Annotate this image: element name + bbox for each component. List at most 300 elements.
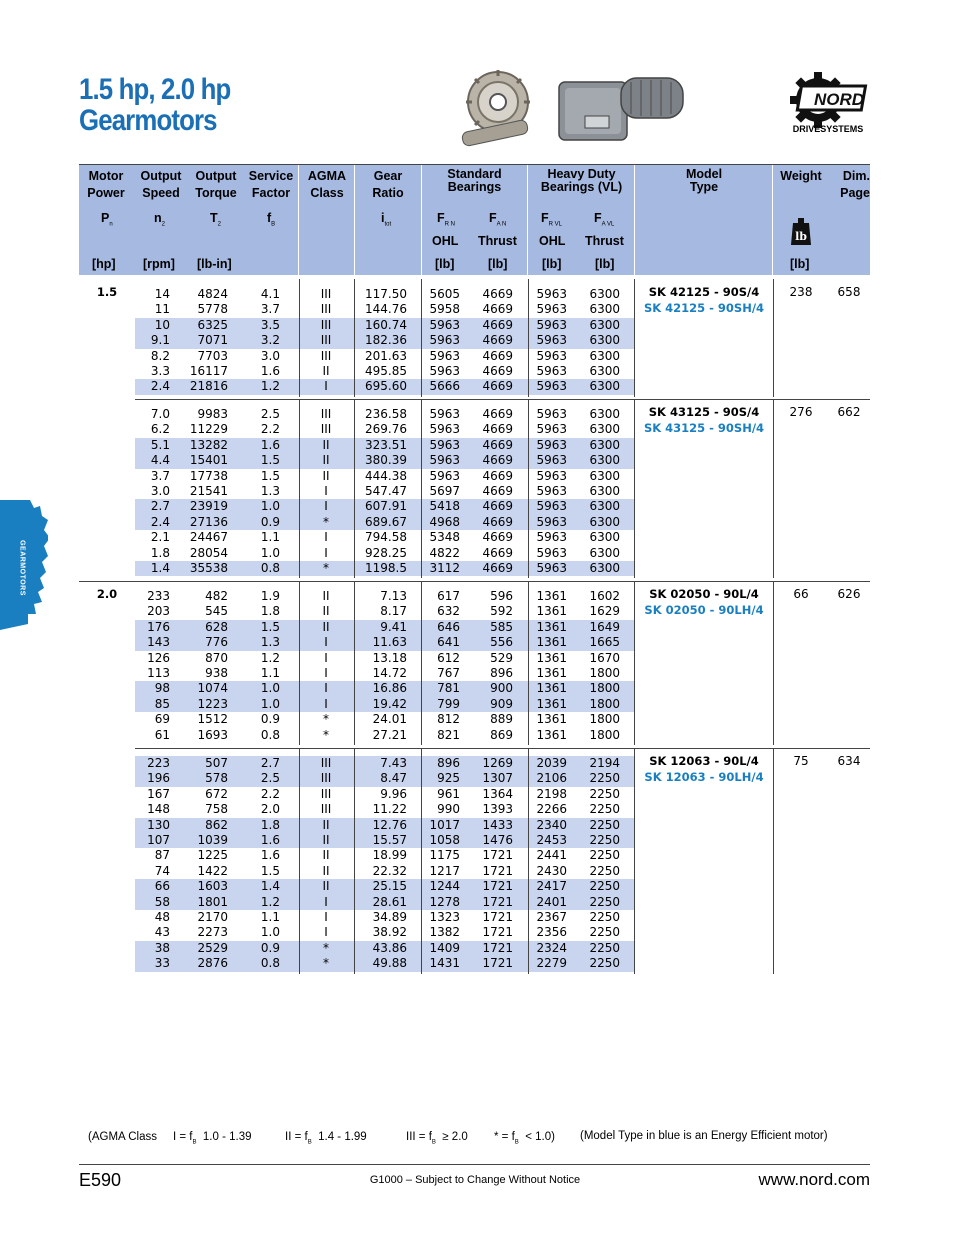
cell-agma-class: I: [324, 925, 328, 940]
weight-value: 66: [793, 587, 809, 601]
cell-thrust-vl: 6300: [589, 333, 620, 348]
cell-speed: 3.3: [150, 364, 170, 378]
cell-torque: 24467: [189, 530, 228, 545]
cell-speed: 11: [154, 302, 170, 317]
cell-service-factor: 2.5: [260, 407, 280, 421]
cell-gear-ratio: 7.43: [380, 756, 407, 770]
cell-service-factor: 0.9: [260, 940, 280, 955]
unit-lbin: [lb-in]: [197, 257, 232, 271]
cell-agma-class: II: [322, 589, 330, 603]
cell-thrust-vl: 6300: [589, 422, 620, 437]
cell-agma-class: I: [324, 499, 328, 514]
cell-ohl: 4822: [429, 545, 460, 560]
cell-thrust-vl: 6300: [589, 348, 620, 363]
cell-agma-class: I: [324, 530, 328, 545]
cell-torque: 776: [205, 635, 228, 650]
table-row: [0, 561, 954, 576]
cell-thrust: 1721: [482, 879, 513, 894]
cell-ohl-vl: 1361: [536, 712, 567, 727]
cell-agma-class: III: [320, 771, 332, 786]
cell-torque: 1225: [197, 848, 228, 863]
cell-ohl: 925: [437, 771, 460, 786]
cell-ohl-vl: 1361: [536, 696, 567, 711]
cell-service-factor: 1.1: [260, 666, 280, 680]
cell-ohl: 5963: [429, 437, 460, 452]
cell-gear-ratio: 27.21: [372, 727, 407, 742]
cell-torque: 2529: [197, 940, 228, 955]
cell-service-factor: 1.6: [260, 833, 280, 847]
gear-wheel-image: [452, 68, 540, 148]
cell-torque: 1512: [197, 712, 228, 727]
table-row: [0, 925, 954, 940]
cell-gear-ratio: 24.01: [372, 712, 407, 727]
cell-torque: 1693: [197, 727, 228, 742]
cell-gear-ratio: 18.99: [372, 848, 407, 863]
cell-agma-class: I: [324, 635, 328, 650]
cell-thrust: 889: [490, 712, 513, 727]
cell-speed: 38: [154, 940, 170, 955]
table-row: [0, 484, 954, 499]
cell-service-factor: 1.9: [260, 589, 280, 603]
cell-ohl-vl: 2198: [536, 786, 567, 801]
cell-torque: 1603: [197, 879, 228, 894]
cell-gear-ratio: 38.92: [372, 925, 407, 940]
cell-ohl: 5348: [429, 530, 460, 545]
cell-service-factor: 1.2: [260, 650, 280, 665]
cell-thrust: 1269: [482, 756, 513, 770]
cell-gear-ratio: 444.38: [365, 468, 407, 483]
cell-thrust: 4669: [482, 468, 513, 483]
cell-thrust-vl: 6300: [589, 437, 620, 452]
cell-torque: 758: [205, 802, 228, 817]
cell-speed: 167: [147, 786, 170, 801]
cell-thrust: 4669: [482, 333, 513, 348]
cell-gear-ratio: 695.60: [365, 379, 407, 394]
dim-page-value: 662: [837, 405, 861, 419]
cell-speed: 43: [154, 925, 170, 940]
cell-agma-class: *: [323, 561, 329, 575]
hdr-ohl: OHL: [432, 234, 459, 248]
cell-gear-ratio: 794.58: [365, 530, 407, 545]
cell-thrust-vl: 2250: [589, 817, 620, 832]
cell-gear-ratio: 269.76: [365, 422, 407, 437]
cell-service-factor: 3.2: [260, 333, 280, 348]
cell-speed: 85: [154, 696, 170, 711]
sym-frn: $F_{R N}$: [437, 211, 455, 228]
sym-t2: $T_2$: [210, 211, 221, 228]
cell-thrust: 1433: [482, 817, 513, 832]
cell-speed: 1.4: [150, 561, 170, 575]
table-row: [0, 864, 954, 879]
group-separator: [135, 399, 870, 400]
table-row: [0, 438, 954, 453]
cell-thrust-vl: 2250: [589, 863, 620, 878]
cell-gear-ratio: 25.15: [372, 879, 407, 894]
model-standard: SK 43125 - 90S/4: [648, 405, 760, 419]
cell-thrust-vl: 6300: [589, 317, 620, 332]
cell-speed: 3.0: [150, 484, 170, 498]
hdr-service-factor: Service Factor: [248, 169, 294, 200]
cell-agma-class: I: [324, 666, 328, 680]
cell-ohl: 961: [437, 786, 460, 801]
cell-speed: 74: [154, 863, 170, 878]
cell-speed: 61: [154, 727, 170, 742]
cell-speed: 58: [154, 894, 170, 909]
cell-agma-class: *: [323, 727, 329, 742]
cell-service-factor: 0.9: [260, 514, 280, 529]
cell-thrust: 4669: [482, 437, 513, 452]
cell-service-factor: 1.5: [260, 468, 280, 483]
hdr-gear-ratio: Gear Ratio: [372, 169, 404, 200]
cell-thrust: 1307: [482, 771, 513, 786]
hdr-agma-class: AGMA Class: [307, 169, 347, 200]
cell-thrust: 1721: [482, 894, 513, 909]
cell-thrust: 1721: [482, 940, 513, 955]
cell-service-factor: 4.1: [260, 287, 280, 301]
cell-thrust: 585: [490, 619, 513, 634]
footnote-class3: III = $f_B \ge 2.0$: [406, 1131, 468, 1146]
cell-thrust: 869: [490, 727, 513, 742]
cell-gear-ratio: 236.58: [365, 407, 407, 421]
cell-ohl: 5605: [429, 287, 460, 301]
hdr-weight: Weight: [780, 169, 822, 183]
cell-torque: 13282: [189, 437, 228, 452]
cell-speed: 203: [147, 604, 170, 619]
cell-thrust-vl: 1800: [589, 681, 620, 696]
cell-gear-ratio: 928.25: [365, 545, 407, 560]
cell-speed: 87: [154, 848, 170, 863]
cell-ohl: 1058: [429, 833, 460, 847]
cell-thrust: 4669: [482, 302, 513, 317]
cell-service-factor: 1.1: [260, 910, 280, 924]
model-standard: SK 12063 - 90L/4: [649, 754, 759, 768]
table-row: [0, 697, 954, 712]
model-energy-efficient: SK 02050 - 90LH/4: [644, 602, 764, 617]
table-row: [0, 302, 954, 317]
cell-service-factor: 3.0: [260, 348, 280, 363]
cell-speed: 48: [154, 910, 170, 924]
cell-ohl-vl: 5963: [536, 514, 567, 529]
weight-icon: [790, 218, 812, 246]
cell-agma-class: II: [322, 453, 330, 468]
cell-ohl-vl: 5963: [536, 302, 567, 317]
cell-ohl-vl: 5963: [536, 364, 567, 378]
model-energy-efficient: SK 42125 - 90SH/4: [643, 300, 765, 315]
cell-service-factor: 0.8: [260, 956, 280, 971]
cell-ohl-vl: 5963: [536, 437, 567, 452]
table-row: [0, 499, 954, 514]
cell-agma-class: III: [320, 802, 332, 817]
cell-agma-class: II: [322, 468, 330, 483]
cell-gear-ratio: 201.63: [365, 348, 407, 363]
cell-thrust-vl: 6300: [589, 499, 620, 514]
table-row: [0, 546, 954, 561]
cell-thrust: 556: [490, 635, 513, 650]
cell-agma-class: II: [322, 437, 330, 452]
cell-speed: 2.4: [150, 379, 170, 394]
cell-torque: 870: [205, 650, 228, 665]
cell-thrust-vl: 1800: [589, 696, 620, 711]
footnote-open: (AGMA Class: [88, 1131, 158, 1143]
cell-ohl-vl: 1361: [536, 635, 567, 650]
cell-torque: 15401: [189, 453, 228, 468]
cell-torque: 938: [205, 666, 228, 680]
cell-service-factor: 0.8: [260, 727, 280, 742]
cell-speed: 10: [154, 317, 170, 332]
cell-torque: 17738: [189, 468, 228, 483]
cell-thrust: 896: [490, 666, 513, 680]
cell-ohl: 1175: [429, 848, 460, 863]
cell-speed: 3.7: [150, 468, 170, 483]
cell-torque: 1422: [197, 863, 228, 878]
cell-thrust-vl: 6300: [589, 453, 620, 468]
table-row: [0, 956, 954, 971]
cell-torque: 507: [205, 756, 228, 770]
cell-torque: 16117: [189, 364, 228, 378]
cell-torque: 23919: [189, 499, 228, 514]
cell-torque: 1039: [197, 833, 228, 847]
cell-ohl: 1382: [429, 925, 460, 940]
cell-speed: 4.4: [150, 453, 170, 468]
cell-thrust: 4669: [482, 317, 513, 332]
table-row: [0, 818, 954, 833]
cell-torque: 7703: [197, 348, 228, 363]
table-row: [0, 364, 954, 379]
table-row: [0, 879, 954, 894]
cell-thrust-vl: 2250: [589, 802, 620, 817]
footnote-class2: II = $f_B$ 1.4 - 1.99: [285, 1131, 367, 1146]
page-title-line1: 1.5 hp, 2.0 hp: [79, 73, 231, 106]
cell-ohl-vl: 2367: [536, 910, 567, 924]
cell-torque: 1801: [197, 894, 228, 909]
cell-gear-ratio: 8.17: [380, 604, 407, 619]
cell-ohl: 5963: [429, 364, 460, 378]
unit-rpm: [rpm]: [143, 257, 175, 271]
cell-service-factor: 1.5: [260, 863, 280, 878]
cell-ohl-vl: 1361: [536, 589, 567, 603]
cell-agma-class: I: [324, 910, 328, 924]
cell-gear-ratio: 12.76: [372, 817, 407, 832]
brand-subtitle: DRIVESYSTEMS: [792, 124, 864, 134]
cell-ohl-vl: 5963: [536, 484, 567, 498]
cell-agma-class: II: [322, 604, 330, 619]
hdr-output-speed: Output Speed: [140, 169, 182, 200]
cell-ohl: 5963: [429, 333, 460, 348]
cell-torque: 6325: [197, 317, 228, 332]
table-row: [0, 453, 954, 468]
cell-agma-class: I: [324, 696, 328, 711]
cell-speed: 143: [147, 635, 170, 650]
cell-thrust: 4669: [482, 287, 513, 301]
cell-service-factor: 1.0: [260, 925, 280, 940]
logo-wordmark: NORD: [814, 90, 865, 109]
cell-ohl-vl: 2324: [536, 940, 567, 955]
website-link[interactable]: www.nord.com: [758, 1170, 870, 1189]
sym-frvl: $F_{R VL}$: [541, 211, 562, 228]
table-row: [0, 728, 954, 743]
cell-speed: 33: [154, 956, 170, 971]
cell-agma-class: I: [324, 650, 328, 665]
cell-speed: 69: [154, 712, 170, 727]
unit-lb-thrust: [lb]: [488, 257, 508, 271]
cell-torque: 35538: [189, 561, 228, 575]
cell-ohl-vl: 1361: [536, 681, 567, 696]
sym-itot: $i_{tot}$: [381, 211, 392, 228]
cell-gear-ratio: 14.72: [372, 666, 407, 680]
cell-speed: 2.1: [150, 530, 170, 545]
cell-service-factor: 1.8: [260, 604, 280, 619]
cell-ohl-vl: 1361: [536, 650, 567, 665]
cell-speed: 5.1: [150, 437, 170, 452]
cell-agma-class: I: [324, 545, 328, 560]
cell-service-factor: 1.6: [260, 437, 280, 452]
model-type: [640, 754, 768, 785]
cell-torque: 578: [205, 771, 228, 786]
cell-thrust-vl: 1670: [589, 650, 620, 665]
cell-thrust: 4669: [482, 499, 513, 514]
cell-service-factor: 2.7: [260, 756, 280, 770]
cell-ohl-vl: 2441: [536, 848, 567, 863]
cell-ohl: 5697: [429, 484, 460, 498]
cell-ohl-vl: 5963: [536, 379, 567, 394]
cell-ohl: 5963: [429, 453, 460, 468]
sym-favl: $F_{A VL}$: [594, 211, 615, 228]
table-row: [0, 379, 954, 394]
cell-thrust: 4669: [482, 484, 513, 498]
cell-thrust: 4669: [482, 348, 513, 363]
cell-thrust: 4669: [482, 514, 513, 529]
unit-lb-ohl-vl: [lb]: [542, 257, 562, 271]
cell-gear-ratio: 160.74: [365, 317, 407, 332]
unit-lb-ohl: [lb]: [435, 257, 455, 271]
cell-ohl-vl: 2039: [536, 756, 567, 770]
cell-gear-ratio: 9.41: [380, 619, 407, 634]
cell-gear-ratio: 1198.5: [365, 561, 407, 575]
cell-speed: 9.1: [150, 333, 170, 348]
cell-thrust-vl: 6300: [589, 545, 620, 560]
cell-ohl-vl: 5963: [536, 333, 567, 348]
cell-ohl-vl: 2430: [536, 863, 567, 878]
cell-agma-class: III: [320, 422, 332, 437]
cell-gear-ratio: 7.13: [380, 589, 407, 603]
cell-thrust-vl: 6300: [589, 407, 620, 421]
cell-agma-class: II: [322, 364, 330, 378]
dim-page-value: 626: [837, 587, 861, 601]
cell-torque: 545: [205, 604, 228, 619]
unit-lb-thrust-vl: [lb]: [595, 257, 615, 271]
notice-text: G1000 – Subject to Change Without Notice: [369, 1174, 581, 1186]
cell-thrust: 1721: [482, 863, 513, 878]
cell-gear-ratio: 380.39: [365, 453, 407, 468]
cell-torque: 862: [205, 817, 228, 832]
page-number: E590: [79, 1170, 122, 1190]
cell-agma-class: II: [322, 863, 330, 878]
cell-service-factor: 1.0: [260, 696, 280, 711]
cell-agma-class: III: [320, 786, 332, 801]
cell-ohl-vl: 5963: [536, 561, 567, 575]
cell-thrust: 909: [490, 696, 513, 711]
cell-thrust: 529: [490, 650, 513, 665]
cell-ohl-vl: 5963: [536, 545, 567, 560]
cell-speed: 196: [147, 771, 170, 786]
cell-service-factor: 1.5: [260, 453, 280, 468]
cell-speed: 66: [154, 879, 170, 894]
cell-service-factor: 3.7: [260, 302, 280, 317]
cell-ohl: 641: [437, 635, 460, 650]
cell-agma-class: *: [323, 956, 329, 971]
cell-ohl-vl: 5963: [536, 453, 567, 468]
cell-agma-class: III: [320, 333, 332, 348]
cell-service-factor: 1.0: [260, 681, 280, 696]
cell-thrust-vl: 2250: [589, 894, 620, 909]
table-row: [0, 530, 954, 545]
cell-gear-ratio: 43.86: [372, 940, 407, 955]
page-title: [79, 74, 230, 136]
cell-speed: 233: [147, 589, 170, 603]
cell-ohl: 896: [437, 756, 460, 770]
cell-thrust-vl: 6300: [589, 561, 620, 575]
cell-speed: 113: [147, 666, 170, 680]
cell-ohl: 1409: [429, 940, 460, 955]
table-row: [0, 333, 954, 348]
hdr-heavy-duty-bearings: Heavy Duty Bearings (VL): [540, 167, 623, 194]
table-row: [0, 469, 954, 484]
cell-torque: 21816: [189, 379, 228, 394]
dim-page-value: 658: [837, 285, 861, 299]
hdr-output-torque: Output Torque: [195, 169, 237, 200]
cell-thrust-vl: 6300: [589, 302, 620, 317]
cell-ohl: 5963: [429, 422, 460, 437]
cell-ohl: 1244: [429, 879, 460, 894]
cell-gear-ratio: 689.67: [365, 514, 407, 529]
table-row: [0, 349, 954, 364]
cell-service-factor: 1.6: [260, 364, 280, 378]
cell-thrust: 4669: [482, 453, 513, 468]
cell-speed: 107: [147, 833, 170, 847]
table-row: [0, 833, 954, 848]
model-type: [640, 285, 768, 316]
cell-ohl: 799: [437, 696, 460, 711]
cell-thrust: 4669: [482, 422, 513, 437]
cell-agma-class: I: [324, 484, 328, 498]
cell-service-factor: 1.2: [260, 379, 280, 394]
cell-ohl-vl: 2417: [536, 879, 567, 894]
group-separator: [135, 748, 870, 749]
table-row: [0, 712, 954, 727]
cell-ohl-vl: 2453: [536, 833, 567, 847]
cell-ohl: 617: [437, 589, 460, 603]
cell-torque: 28054: [189, 545, 228, 560]
cell-ohl: 767: [437, 666, 460, 680]
cell-thrust-vl: 1649: [589, 619, 620, 634]
cell-ohl: 612: [437, 650, 460, 665]
cell-thrust: 1721: [482, 956, 513, 971]
cell-agma-class: *: [323, 940, 329, 955]
cell-speed: 14: [154, 287, 170, 301]
cell-gear-ratio: 22.32: [372, 863, 407, 878]
cell-gear-ratio: 34.89: [372, 910, 407, 924]
cell-ohl: 1278: [429, 894, 460, 909]
svg-text:lb: lb: [795, 230, 807, 243]
hdr-motor-power: Motor Power: [87, 169, 125, 200]
cell-torque: 5778: [197, 302, 228, 317]
cell-thrust-vl: 1629: [589, 604, 620, 619]
sym-fan: $F_{A N}$: [489, 211, 507, 228]
cell-ohl: 5963: [429, 348, 460, 363]
table-row: [0, 515, 954, 530]
bottom-rule: [79, 1164, 870, 1165]
cell-gear-ratio: 117.50: [365, 287, 407, 301]
